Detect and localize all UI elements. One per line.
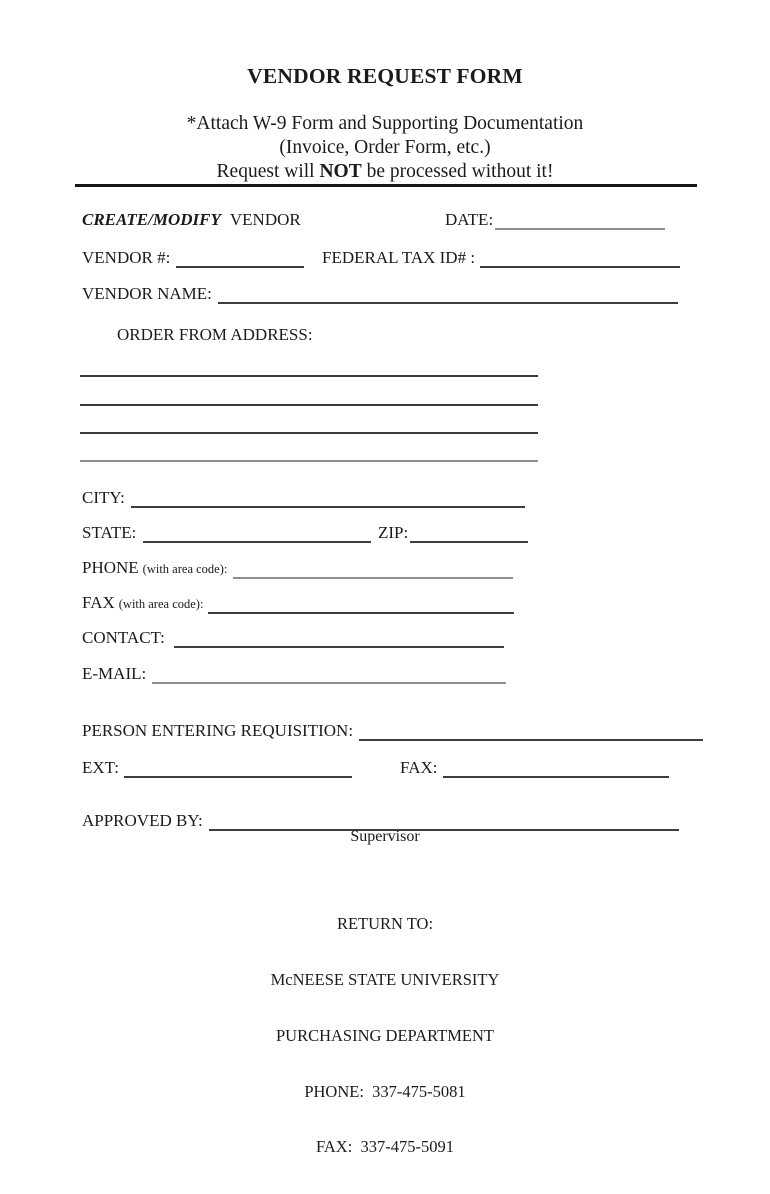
department-name: PURCHASING DEPARTMENT <box>276 1025 494 1045</box>
footer-phone: PHONE: 337-475-5081 <box>304 1081 466 1101</box>
state-label: STATE: <box>82 523 137 542</box>
zip-row <box>378 523 528 543</box>
fax-field-line[interactable] <box>208 596 514 614</box>
person-entering-requisition-field-line[interactable] <box>359 723 703 741</box>
date-label: DATE: <box>445 210 494 229</box>
vendor-name-row <box>82 284 678 304</box>
city-field-line[interactable] <box>131 490 525 508</box>
order-from-address-row <box>117 325 313 345</box>
return-to-label: RETURN TO: <box>336 914 434 934</box>
order-from-address-label: ORDER FROM ADDRESS: <box>117 325 313 344</box>
federal-tax-id-field-line[interactable] <box>480 250 680 268</box>
vendor-number-row <box>82 248 304 268</box>
notice-line-1: *Attach W-9 Form and Supporting Documentation <box>186 113 584 134</box>
footer-fax: FAX: 337-475-5091 <box>315 1137 455 1157</box>
form-title: VENDOR REQUEST FORM <box>247 64 523 88</box>
approved-by-label: APPROVED BY: <box>82 811 203 830</box>
person-entering-requisition-row <box>82 721 703 741</box>
contact-field-line[interactable] <box>174 630 504 648</box>
zip-field-line[interactable] <box>410 525 528 543</box>
federal-tax-id-label: FEDERAL TAX ID# : <box>322 248 476 267</box>
vendor-number-field-line[interactable] <box>176 250 304 268</box>
address-field-line-2[interactable] <box>80 404 538 406</box>
phone-label: PHONE <box>82 558 139 577</box>
ext-row <box>82 758 352 778</box>
create-modify-label: CREATE/MODIFY <box>82 210 221 229</box>
fax-area-code-note: (with area code): <box>118 597 204 611</box>
state-row <box>82 523 371 543</box>
phone-field-line[interactable] <box>233 561 513 579</box>
fax-label: FAX <box>82 593 115 612</box>
state-field-line[interactable] <box>143 525 371 543</box>
city-row <box>82 488 525 508</box>
contact-row <box>82 628 504 648</box>
address-field-line-1[interactable] <box>80 375 538 377</box>
fax-second-label: FAX: <box>400 758 438 777</box>
notice-line-2: (Invoice, Order Form, etc.) <box>279 137 491 158</box>
city-label: CITY: <box>82 488 125 507</box>
ext-field-line[interactable] <box>124 760 352 778</box>
zip-label: ZIP: <box>378 523 409 542</box>
phone-row <box>82 558 513 579</box>
vendor-number-label: VENDOR #: <box>82 248 171 267</box>
ext-label: EXT: <box>82 758 119 777</box>
address-field-line-3[interactable] <box>80 432 538 434</box>
fax-second-field-line[interactable] <box>443 760 669 778</box>
organization-name: McNEESE STATE UNIVERSITY <box>270 969 500 989</box>
vendor-name-field-line[interactable] <box>218 286 678 304</box>
contact-label: CONTACT: <box>82 628 165 647</box>
address-field-line-4[interactable] <box>80 460 538 462</box>
supervisor-caption: Supervisor <box>350 828 420 845</box>
header-divider <box>75 184 697 187</box>
date-row <box>445 210 665 230</box>
federal-tax-id-row <box>322 248 680 268</box>
attachment-notice <box>0 112 770 184</box>
fax-row <box>82 593 514 614</box>
vendor-word-label: VENDOR <box>229 210 301 229</box>
email-row <box>82 664 506 684</box>
person-entering-requisition-label: PERSON ENTERING REQUISITION: <box>82 721 354 740</box>
notice-line-3: Request will NOT be processed without it! <box>216 161 554 182</box>
date-field-line[interactable] <box>495 212 665 230</box>
fax-second-row <box>400 758 669 778</box>
return-to-block <box>0 878 770 1194</box>
phone-area-code-note: (with area code): <box>142 562 228 576</box>
vendor-name-label: VENDOR NAME: <box>82 284 212 303</box>
email-label: E-MAIL: <box>82 664 147 683</box>
create-modify-row <box>82 210 301 230</box>
email-field-line[interactable] <box>152 666 506 684</box>
